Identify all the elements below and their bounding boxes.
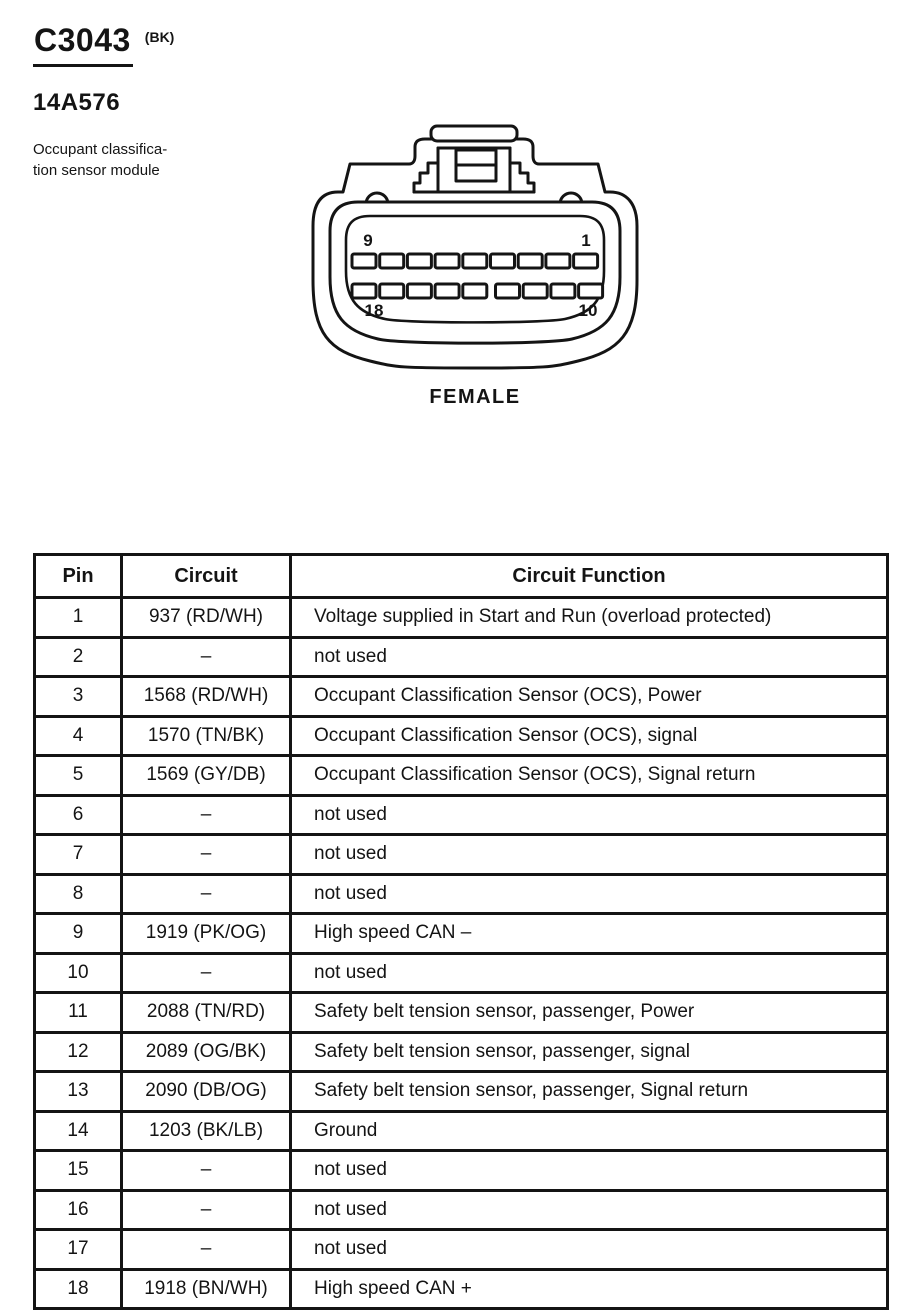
- function-cell: not used: [291, 874, 888, 914]
- table-row: [35, 1032, 888, 1072]
- circuit-cell: 2090 (DB/OG): [122, 1072, 291, 1112]
- pin-cavity: [551, 284, 575, 298]
- circuit-cell: –: [122, 953, 291, 993]
- pin-cell: 8: [35, 874, 122, 914]
- module-description-line2: tion sensor module: [33, 162, 160, 179]
- pin-cell: 13: [35, 1072, 122, 1112]
- pin-label-bottom-left: 18: [364, 301, 384, 320]
- circuit-cell: –: [122, 1151, 291, 1191]
- part-number: 14A576: [33, 89, 121, 116]
- circuit-cell: –: [122, 637, 291, 677]
- pin-cavity: [463, 254, 487, 268]
- table-row: [35, 637, 888, 677]
- pin-row-top: [352, 254, 598, 268]
- pin-cell: 4: [35, 716, 122, 756]
- function-cell: Occupant Classification Sensor (OCS), Power: [291, 677, 888, 717]
- pin-cell: 6: [35, 795, 122, 835]
- function-cell: Occupant Classification Sensor (OCS), signal: [291, 716, 888, 756]
- circuit-cell: –: [122, 1190, 291, 1230]
- pin-cavity: [380, 284, 404, 298]
- function-cell: Ground: [291, 1111, 888, 1151]
- circuit-cell: –: [122, 835, 291, 875]
- pin-row-bottom: [352, 284, 603, 298]
- function-cell: Safety belt tension sensor, passenger, Power: [291, 993, 888, 1033]
- table-row: [35, 1230, 888, 1270]
- pin-cavity: [523, 284, 547, 298]
- function-cell: not used: [291, 953, 888, 993]
- pinout-table-body: [35, 598, 888, 1309]
- circuit-cell: 1569 (GY/DB): [122, 756, 291, 796]
- function-cell: Occupant Classification Sensor (OCS), Signal return: [291, 756, 888, 796]
- circuit-cell: 1570 (TN/BK): [122, 716, 291, 756]
- page-header: [33, 22, 293, 181]
- pin-label-top-right: 1: [581, 231, 591, 250]
- connector-diagram: [300, 110, 650, 420]
- module-description: [33, 139, 293, 181]
- table-row: [35, 598, 888, 638]
- table-row: [35, 795, 888, 835]
- function-cell: Voltage supplied in Start and Run (overload protected): [291, 598, 888, 638]
- function-cell: not used: [291, 795, 888, 835]
- table-row: [35, 716, 888, 756]
- gender-label: FEMALE: [429, 386, 521, 408]
- pin-cavity: [352, 284, 376, 298]
- function-cell: High speed CAN +: [291, 1269, 888, 1309]
- connector-id: C3043: [33, 22, 133, 67]
- latch-cap: [431, 126, 517, 141]
- pinout-table: [33, 553, 889, 1310]
- table-header-row: [35, 555, 888, 598]
- pin-label-top-left: 9: [363, 231, 373, 250]
- circuit-cell: 2088 (TN/RD): [122, 993, 291, 1033]
- table-row: [35, 1269, 888, 1309]
- pin-cavity: [546, 254, 570, 268]
- module-description-line1: Occupant classifica-: [33, 141, 168, 158]
- pin-cell: 2: [35, 637, 122, 677]
- pin-cavity: [574, 254, 598, 268]
- table-row: [35, 993, 888, 1033]
- function-cell: not used: [291, 1230, 888, 1270]
- pin-cell: 3: [35, 677, 122, 717]
- circuit-cell: 1918 (BN/WH): [122, 1269, 291, 1309]
- pin-cavity: [407, 254, 431, 268]
- column-header-circuit: Circuit: [122, 555, 291, 598]
- pin-cell: 14: [35, 1111, 122, 1151]
- table-row: [35, 1072, 888, 1112]
- pin-cell: 16: [35, 1190, 122, 1230]
- pin-cavity: [435, 284, 459, 298]
- pin-cavity: [491, 254, 515, 268]
- pin-cell: 11: [35, 993, 122, 1033]
- pin-cavity: [352, 254, 376, 268]
- pin-cavity: [407, 284, 431, 298]
- column-header-pin: Pin: [35, 555, 122, 598]
- pin-cell: 9: [35, 914, 122, 954]
- pin-cell: 10: [35, 953, 122, 993]
- circuit-cell: 937 (RD/WH): [122, 598, 291, 638]
- pin-cell: 1: [35, 598, 122, 638]
- table-row: [35, 953, 888, 993]
- function-cell: not used: [291, 1190, 888, 1230]
- circuit-cell: 2089 (OG/BK): [122, 1032, 291, 1072]
- pin-cavity: [380, 254, 404, 268]
- table-row: [35, 677, 888, 717]
- pin-cell: 5: [35, 756, 122, 796]
- table-row: [35, 1190, 888, 1230]
- table-row: [35, 1111, 888, 1151]
- circuit-cell: –: [122, 1230, 291, 1270]
- function-cell: not used: [291, 637, 888, 677]
- pin-cavity: [496, 284, 520, 298]
- pin-label-bottom-right: 10: [578, 301, 598, 320]
- pin-cell: 18: [35, 1269, 122, 1309]
- function-cell: Safety belt tension sensor, passenger, Signal return: [291, 1072, 888, 1112]
- pin-cell: 12: [35, 1032, 122, 1072]
- pin-cell: 17: [35, 1230, 122, 1270]
- pin-cell: 7: [35, 835, 122, 875]
- pin-cavity: [463, 284, 487, 298]
- circuit-cell: 1568 (RD/WH): [122, 677, 291, 717]
- pin-cavity: [579, 284, 603, 298]
- circuit-cell: 1919 (PK/OG): [122, 914, 291, 954]
- column-header-circuit-function: Circuit Function: [291, 555, 888, 598]
- circuit-cell: –: [122, 795, 291, 835]
- table-row: [35, 756, 888, 796]
- circuit-cell: 1203 (BK/LB): [122, 1111, 291, 1151]
- table-row: [35, 874, 888, 914]
- pin-cell: 15: [35, 1151, 122, 1191]
- connector-figure: [300, 110, 650, 420]
- pin-cavity: [435, 254, 459, 268]
- circuit-cell: –: [122, 874, 291, 914]
- pin-cavity: [518, 254, 542, 268]
- table-row: [35, 1151, 888, 1191]
- function-cell: High speed CAN –: [291, 914, 888, 954]
- connector-color-code: (BK): [144, 29, 175, 45]
- function-cell: not used: [291, 835, 888, 875]
- function-cell: Safety belt tension sensor, passenger, signal: [291, 1032, 888, 1072]
- function-cell: not used: [291, 1151, 888, 1191]
- table-row: [35, 914, 888, 954]
- table-row: [35, 835, 888, 875]
